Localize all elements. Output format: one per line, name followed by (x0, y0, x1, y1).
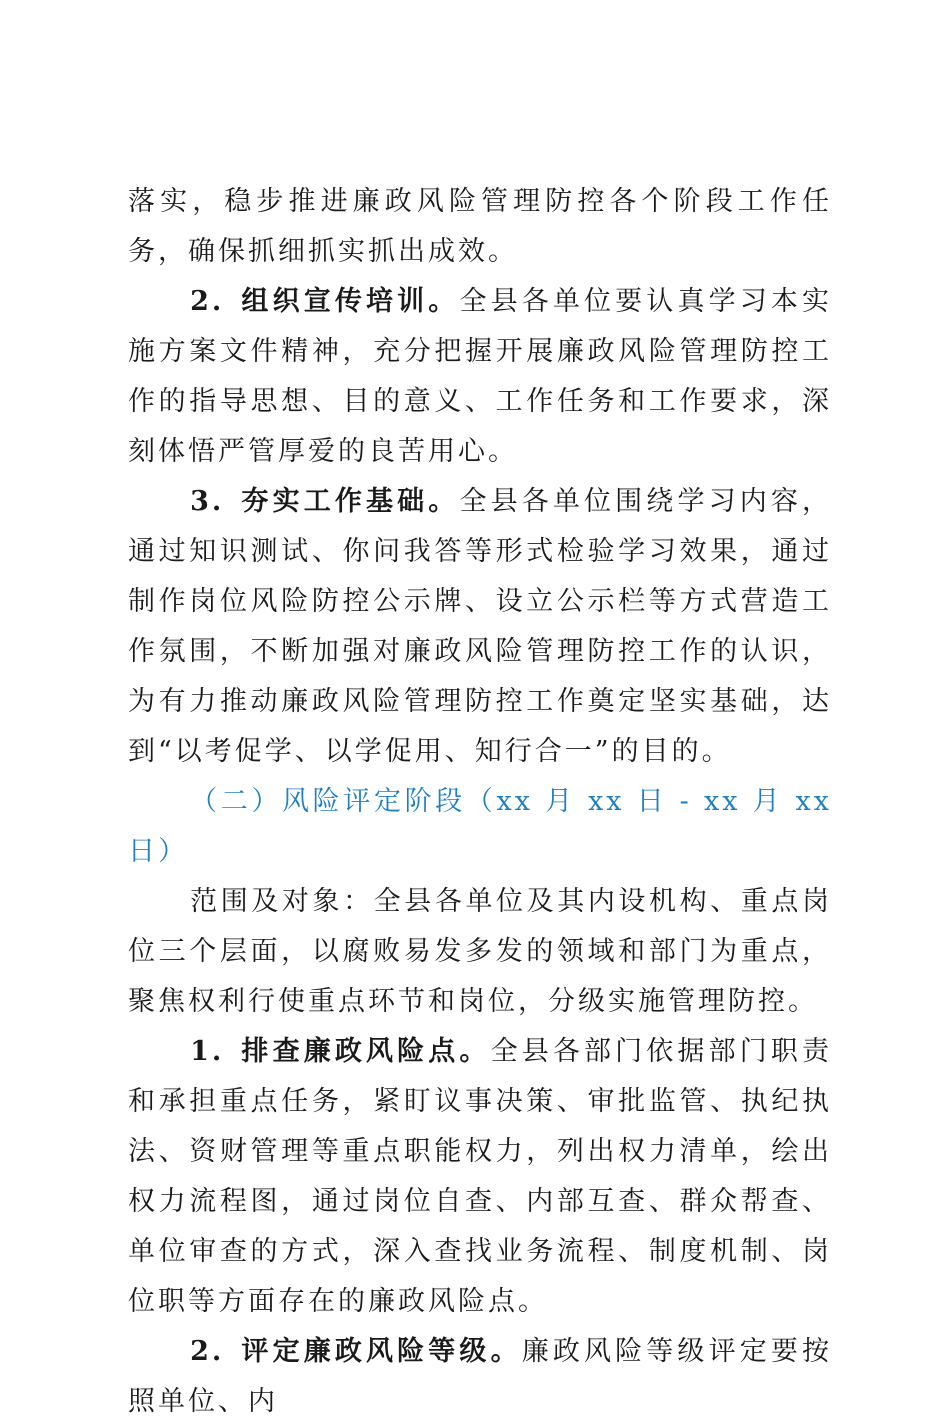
paragraph-body: 廉政风险等级评定要按照单位、内 (128, 1336, 833, 1417)
item-number: 2. (190, 1336, 225, 1367)
item-number: 3. (190, 486, 225, 517)
item-number: 1. (190, 1036, 225, 1067)
section-heading-risk-assessment (128, 777, 832, 877)
paragraph-continuation (128, 177, 832, 277)
item-number: 2. (190, 286, 225, 317)
document-body (128, 0, 832, 1427)
paragraph-risk-level (128, 1327, 832, 1427)
item-heading: 评定廉政风险等级。 (240, 1336, 522, 1367)
item-heading: 排查廉政风险点。 (240, 1036, 491, 1067)
paragraph-body: 全县各部门依据部门职责和承担重点任务，紧盯议事决策、审批监管、执纪执法、资财管理等重点职能权力，列出权力清单，绘出权力流程图，通过岗位自查、内部互查、群众帮查、单位审查的方式，深入查找业务流程、制度机制、岗位职等方面存在的廉政风险点。 (128, 1036, 833, 1317)
paragraph-body: 全县各单位围绕学习内容，通过知识测试、你问我答等形式检验学习效果，通过制作岗位风险防控公示牌、设立公示栏等方式营造工作氛围，不断加强对廉政风险管理防控工作的认识，为有力推动廉政风险管理防控工作奠定坚实基础，达到“以考促学、以学促用、知行合一”的目的。 (128, 486, 833, 767)
paragraph-scope (128, 877, 832, 1027)
paragraph-body: 落实，稳步推进廉政风险管理防控各个阶段工作任务，确保抓细抓实抓出成效。 (128, 186, 832, 267)
paragraph-body: 全县各单位要认真学习本实施方案文件精神，充分把握开展廉政风险管理防控工作的指导思想、目的意义、工作任务和工作要求，深刻体悟严管厚爱的良苦用心。 (128, 286, 833, 467)
section-title: （二）风险评定阶段（xx 月 xx 日 - xx 月 xx 日） (128, 786, 832, 867)
paragraph-body: 范围及对象：全县各单位及其内设机构、重点岗位三个层面，以腐败易发多发的领域和部门为重点，聚焦权利行使重点环节和岗位，分级实施管理防控。 (128, 886, 832, 1017)
paragraph-work-foundation (128, 477, 832, 777)
item-heading: 组织宣传培训。 (240, 286, 460, 317)
paragraph-risk-points (128, 1027, 832, 1327)
item-heading: 夯实工作基础。 (240, 486, 460, 517)
paragraph-organize-training (128, 277, 832, 477)
